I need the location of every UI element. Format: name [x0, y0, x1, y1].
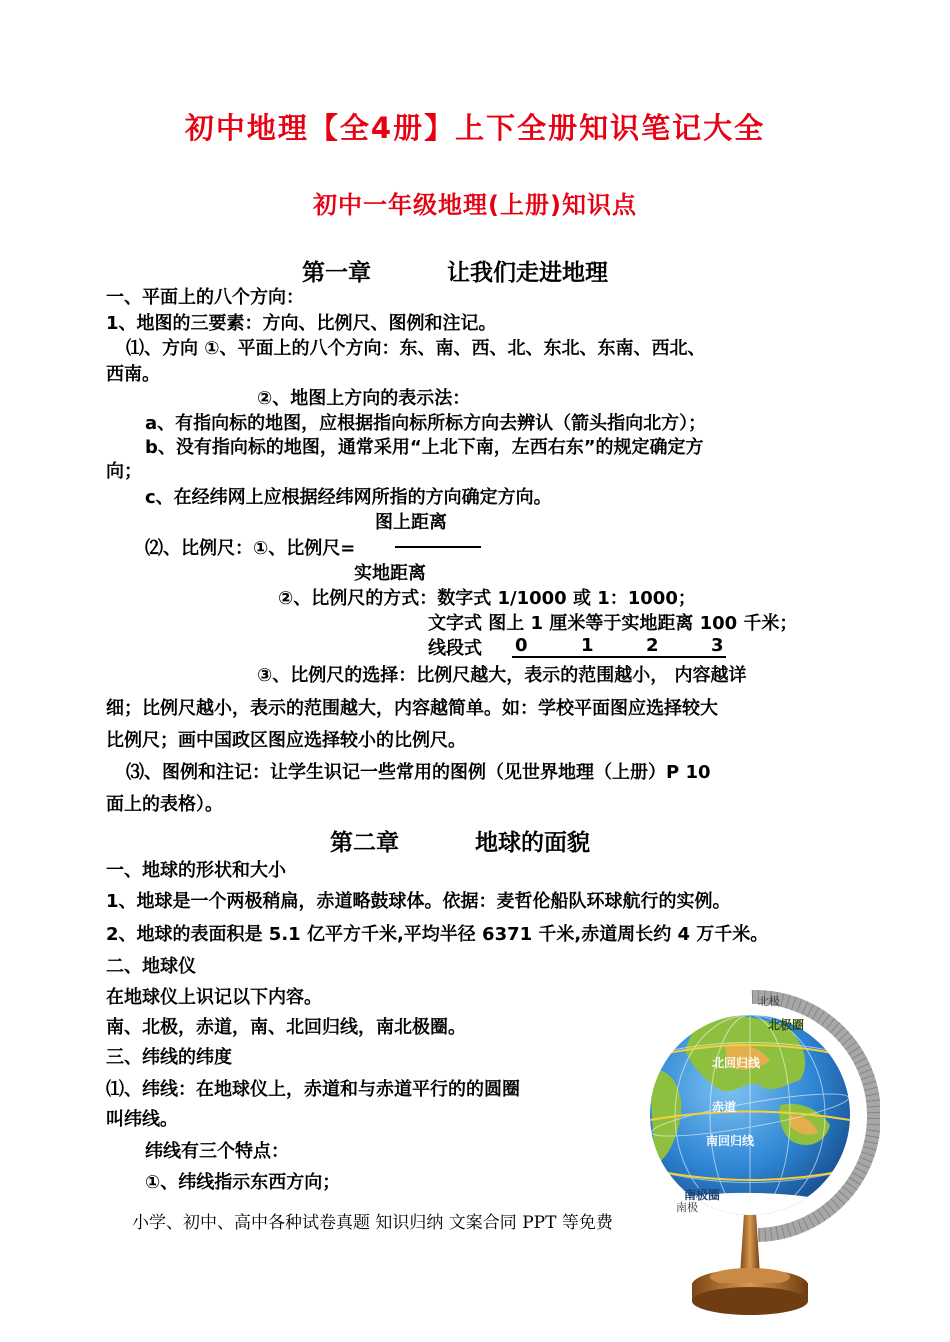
- chapter2-line: 叫纬线。: [106, 1109, 178, 1130]
- chapter1-line: ②、地图上方向的表示法：: [257, 388, 471, 409]
- chapter2-title: 地球的面貌: [475, 830, 590, 856]
- scale-tick-label: 1: [581, 635, 594, 656]
- page-title: 初中地理【全4册】上下全册知识笔记大全: [184, 111, 766, 145]
- chapter1-line: ⑴、方向 ①、平面上的八个方向：东、南、西、北、东北、东南、西北、: [126, 338, 706, 359]
- scale-choice-line: ③、比例尺的选择：比例尺越大，表示的范围越小， 内容越详: [257, 665, 747, 686]
- chapter2-line: 三、纬线的纬度: [106, 1047, 232, 1068]
- scale-numerator: 图上距离: [375, 512, 447, 533]
- chapter1-line: b、没有指向标的地图，通常采用“上北下南，左西右东”的规定确定方: [145, 437, 704, 458]
- globe-label-tropic-capricorn: 南回归线: [706, 1134, 755, 1148]
- scale-line-label: 线段式: [428, 638, 482, 659]
- scale-tick-label: 2: [646, 635, 659, 656]
- globe-label-north-pole: 北极: [758, 995, 780, 1008]
- scale-tick-label: 0: [515, 635, 528, 656]
- legend-line: 面上的表格）。: [106, 794, 223, 815]
- chapter1-title: 让我们走进地理: [447, 260, 608, 286]
- chapter1-line: 西南。: [106, 364, 160, 385]
- globe-label-arctic-circle: 北极圈: [768, 1018, 805, 1032]
- chapter1-line: a、有指向标的地图，应根据指向标所标方向去辨认（箭头指向北方）；: [145, 413, 707, 434]
- scale-way: ②、比例尺的方式：数字式 1/1000 或 1：1000；: [278, 588, 696, 609]
- chapter1-line: 一、平面上的八个方向：: [106, 287, 304, 308]
- chapter2-number: 第二章: [330, 830, 399, 856]
- scale-choice-line: 细；比例尺越小，表示的范围越大，内容越简单。如：学校平面图应选择较大: [106, 698, 718, 719]
- scale-label: ⑵、比例尺：①、比例尺=: [145, 538, 356, 559]
- chapter2-line: 1、地球是一个两极稍扁，赤道略鼓球体。依据：麦哲伦船队环球航行的实例。: [106, 891, 731, 912]
- chapter1-line: 1、地图的三要素：方向、比例尺、图例和注记。: [106, 313, 497, 334]
- scale-denominator: 实地距离: [354, 563, 426, 584]
- chapter1-line: c、在经纬网上应根据经纬网所指的方向确定方向。: [145, 487, 552, 508]
- chapter2-line: 二、地球仪: [106, 956, 196, 977]
- chapter2-line: 在地球仪上识记以下内容。: [106, 987, 322, 1008]
- globe-label-tropic-cancer: 北回归线: [712, 1056, 761, 1070]
- scale-text-form: 文字式 图上 1 厘米等于实地距离 100 千米；: [428, 613, 798, 634]
- chapter1-number: 第一章: [302, 260, 371, 286]
- chapter2-line: 南、北极，赤道，南、北回归线，南北极圈。: [106, 1017, 466, 1038]
- footer-watermark: 小学、初中、高中各种试卷真题 知识归纳 文案合同 PPT 等免费: [132, 1213, 613, 1233]
- legend-line: ⑶、图例和注记：让学生识记一些常用的图例（见世界地理（上册）P 10: [126, 762, 711, 783]
- chapter2-line: 2、地球的表面积是 5.1 亿平方千米,平均半径 6371 千米,赤道周长约 4 万千米。: [106, 924, 769, 945]
- chapter2-line: 一、地球的形状和大小: [106, 860, 286, 881]
- chapter1-line: 向；: [106, 461, 142, 482]
- scale-choice-line: 比例尺；画中国政区图应选择较小的比例尺。: [106, 730, 466, 751]
- globe-illustration: [640, 985, 880, 1325]
- globe-label-antarctic-circle: 南极圈: [684, 1188, 721, 1202]
- globe-label-equator: 赤道: [712, 1100, 737, 1114]
- fraction-bar: [395, 546, 481, 548]
- globe-label-south-pole: 南极: [676, 1201, 698, 1214]
- scale-bar-line: [512, 656, 726, 658]
- chapter2-line: ①、纬线指示东西方向；: [145, 1172, 341, 1193]
- page-subtitle: 初中一年级地理(上册)知识点: [313, 191, 637, 219]
- chapter2-line: ⑴、纬线：在地球仪上，赤道和与赤道平行的的圆圈: [106, 1079, 520, 1100]
- scale-tick-label: 3: [711, 635, 724, 656]
- chapter2-line: 纬线有三个特点：: [145, 1141, 289, 1162]
